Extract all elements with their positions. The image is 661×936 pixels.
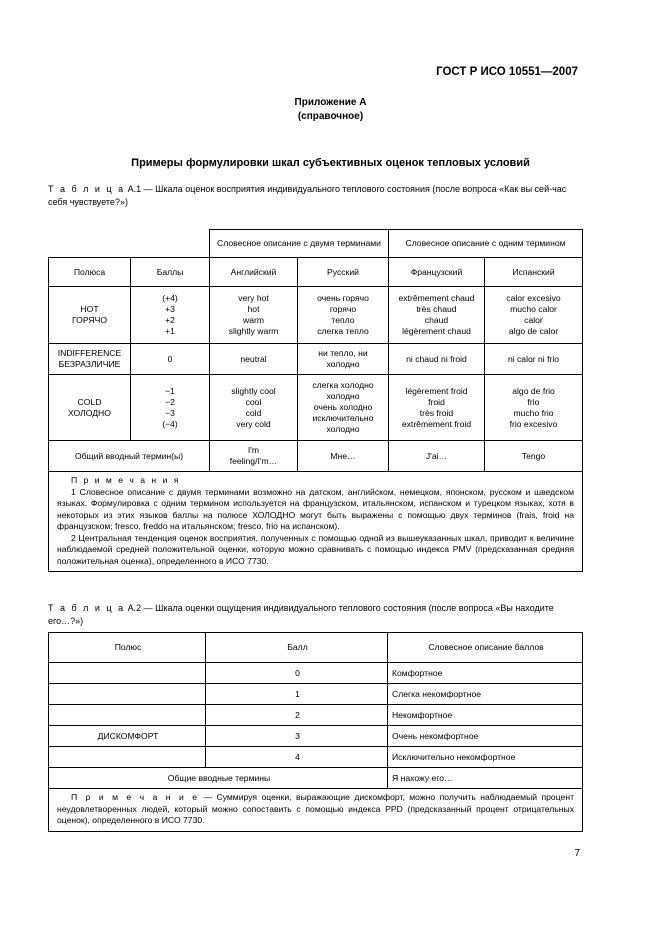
table2-header-cell: Словесное описание баллов (388, 633, 583, 663)
table2-note (49, 789, 583, 832)
document-code: ГОСТ Р ИСО 10551—2007 (436, 66, 578, 78)
notes-heading: П р и м е ч а н и я (71, 475, 181, 485)
table2-row (49, 663, 583, 684)
scores-cell: 0 (131, 344, 210, 375)
desc-cell: Слегка некомфортное (388, 684, 583, 705)
scores-cell: (+4) +3 +2 +1 (131, 287, 210, 344)
table1-header-row (49, 258, 583, 287)
english-cell: I'm feeling/I'm… (210, 441, 298, 472)
english-cell: neutral (210, 344, 298, 375)
table1-header-cell: Полюса (49, 258, 131, 287)
english-cell: slightly cool cool cold very cold (210, 375, 298, 441)
pole-cell (49, 705, 206, 726)
pole-cell (49, 663, 206, 684)
spanish-cell: ni calor ni frio (485, 344, 583, 375)
french-cell: J'ai… (389, 441, 485, 472)
note-2: 2 Центральная тенденция оценок восприятия, полученных с помощью одной из вышеуказанных шкал, приводит к величине наблюдаемой средней положительной оценки, которую можно сравнивать с помощью индекса PMV (предсказанная средняя положительная оценка), определенного в ИСО 7730. (57, 532, 574, 566)
pole-cell: INDIFFERENCE БЕЗРАЗЛИЧИЕ (49, 344, 131, 375)
spanish-cell: calor excesivo mucho calor calor algo de calor (485, 287, 583, 344)
table1-caption (48, 183, 582, 209)
scores-cell: −1 −2 −3 (−4) (131, 375, 210, 441)
table1-empty-corner (49, 230, 210, 258)
table2-note-row (49, 789, 583, 832)
pole-cell: COLD ХОЛОДНО (49, 375, 131, 441)
table1-header-cell: Русский (298, 258, 389, 287)
french-cell: extrêmement chaud très chaud chaud légèrement chaud (389, 287, 485, 344)
intro-value-cell: Я нахожу его… (388, 768, 583, 789)
table1-row-intro (49, 441, 583, 472)
score-cell: 3 (206, 726, 388, 747)
table2-header-row (49, 633, 583, 663)
table1-notes-row (49, 472, 583, 572)
table2-row (49, 705, 583, 726)
annex-subtitle: (справочное) (297, 111, 364, 122)
french-cell: ni chaud ni froid (389, 344, 485, 375)
table1-row-cold (49, 375, 583, 441)
russian-cell: очень горячо горячо тепло слегка тепло (298, 287, 389, 344)
table2-caption-label: Т а б л и ц а (48, 603, 126, 613)
french-cell: légèrement froid froid très froid extrêmement froid (389, 375, 485, 441)
score-cell: 2 (206, 705, 388, 726)
intro-label-cell: Общие вводные термины (49, 768, 388, 789)
note-label: П р и м е ч а н и е (71, 792, 199, 802)
intro-label-cell: Общий вводный термин(ы) (49, 441, 210, 472)
table2-caption (48, 602, 582, 628)
table1-row-indifference (49, 344, 583, 375)
note-1: 1 Словесное описание с двумя терминами возможно на датском, английском, немецком, японском, русском и шведском языках. Формулировка с одним термином используется на французском, итальянском, испанском и турецком языках, хотя в некоторых из этих языков баллы на полюсе ХОЛОДНО могут быть выражены с помощью двух терминов (frais, froid на французском; fresco, freddo на итальянском; fresco, frio на испанском). (57, 486, 574, 531)
russian-cell: Мне… (298, 441, 389, 472)
desc-cell: Комфортное (388, 663, 583, 684)
table2 (48, 632, 583, 832)
table1-group-two-terms: Словесное описание с двумя терминами (210, 230, 389, 258)
table1-row-hot (49, 287, 583, 344)
pole-cell (49, 684, 206, 705)
table1-caption-text: А.1 — Шкала оценок восприятия индивидуального теплового состояния (после вопроса «Как вы сей-час себя чувствуете?») (48, 184, 567, 207)
russian-cell: ни тепло, ни холодно (298, 344, 389, 375)
table1-group-header-row (49, 230, 583, 258)
score-cell: 4 (206, 747, 388, 768)
spanish-cell: Tengo (485, 441, 583, 472)
table1-notes (49, 472, 583, 572)
table1-caption-label: Т а б л и ц а (48, 184, 126, 194)
table2-row (49, 747, 583, 768)
table1-header-cell: Испанский (485, 258, 583, 287)
table2-caption-text: А.2 — Шкала оценки ощущения индивидуального теплового состояния (после вопроса «Вы находите его…?») (48, 603, 554, 626)
table2-header-cell: Полюс (49, 633, 206, 663)
desc-cell: Очень некомфортное (388, 726, 583, 747)
desc-cell: Некомфортное (388, 705, 583, 726)
table1-group-one-term: Словесное описание с одним термином (389, 230, 583, 258)
score-cell: 0 (206, 663, 388, 684)
table2-row (49, 684, 583, 705)
page-number: 7 (574, 848, 580, 859)
table1 (48, 229, 583, 572)
pole-cell: ДИСКОМФОРТ (49, 726, 206, 747)
pole-cell: HOT ГОРЯЧО (49, 287, 131, 344)
desc-cell: Исключительно некомфортное (388, 747, 583, 768)
table2-row (49, 726, 583, 747)
english-cell: very hot hot warm slightly warm (210, 287, 298, 344)
score-cell: 1 (206, 684, 388, 705)
table2-intro-row (49, 768, 583, 789)
table1-header-cell: Баллы (131, 258, 210, 287)
pole-cell (49, 747, 206, 768)
spanish-cell: algo de frio frio mucho frio frio excesivo (485, 375, 583, 441)
table1-header-cell: Французский (389, 258, 485, 287)
annex-title: Приложение А (294, 97, 367, 108)
main-title: Примеры формулировки шкал субъективных оценок тепловых условий (131, 157, 530, 169)
table1-header-cell: Английский (210, 258, 298, 287)
table2-header-cell: Балл (206, 633, 388, 663)
note-text: — Суммируя оценки, выражающие дискомфорт, можно получить наблюдаемый процент неудовлетворенных людей, который можно сопоставить с помощью индекса PPD (предсказанный процент отрицательных оценок), определенного в ИСО 7730. (57, 792, 575, 825)
russian-cell: слегка холодно холодно очень холодно исключительно холодно (298, 375, 389, 441)
annex-heading (0, 96, 661, 124)
